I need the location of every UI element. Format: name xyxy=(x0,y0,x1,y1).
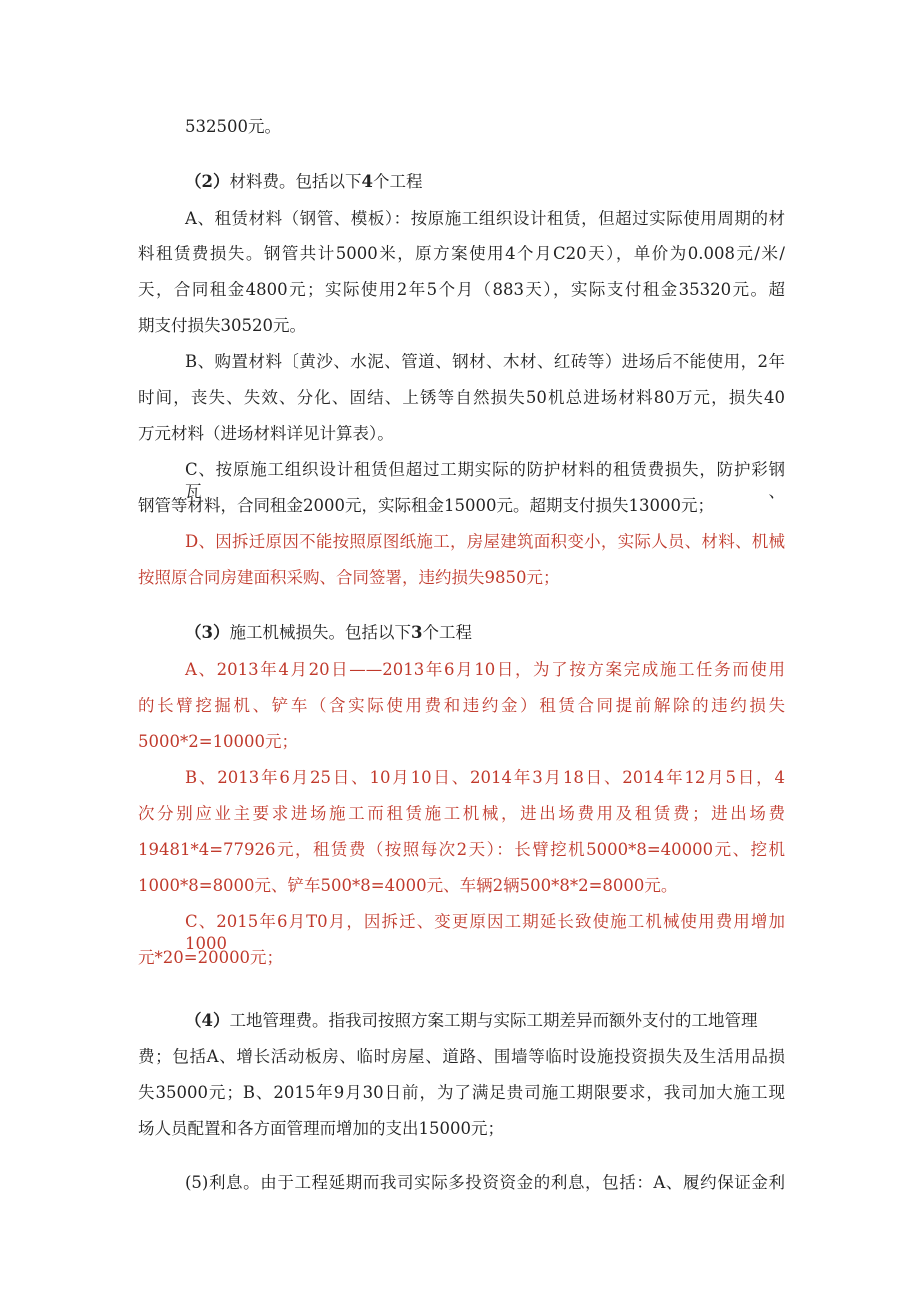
section-heading-site-management xyxy=(185,1010,785,1032)
text-line: 费；包括A、增长活动板房、临时房屋、道路、围墙等临时设施投资损失及生活用品损 xyxy=(138,1047,785,1066)
section-number: （3） xyxy=(185,623,230,642)
highlighted-text-line: 5000*2=10000元； xyxy=(138,732,299,751)
highlighted-text-line: 按照原合同房建面积采购、合同签署，违约损失9850元； xyxy=(138,568,560,587)
section-count: 3 xyxy=(410,623,423,642)
section-title: 工地管理费。指我司按照方案工期与实际工期差异而额外支付的工地管理 xyxy=(229,1011,758,1030)
highlighted-text-line: C、2015年6月T0月，因拆迁、变更原因工期延长致使施工机械使用费用增加1000 xyxy=(185,912,785,953)
text-line: (5)利息。由于工程延期而我司实际多投资资金的利息，包括：A、履约保证金利 xyxy=(185,1173,785,1192)
section-title: 施工机械损失。包括以下 xyxy=(229,623,411,642)
highlighted-text-line: A、2013年4月20日——2013年6月10日，为了按方案完成施工任务而使用 xyxy=(185,660,785,679)
highlighted-text-line: 19481*4=77926元，租赁费（按照每次2天）：长臂挖机5000*8=40000元、挖机 xyxy=(138,840,785,859)
highlighted-text-line: 1000*8=8000元、铲车500*8=4000元、车辆2辆500*8*2=8000元。 xyxy=(138,876,678,895)
text-line: C、按原施工组织设计租赁但超过工期实际的防护材料的租赁费损失，防护彩钢瓦、 xyxy=(185,460,785,501)
section-number: （2） xyxy=(185,172,230,191)
text-line: 天，合同租金4800元；实际使用2年5个月（883天），实际支付租金35320元。超 xyxy=(138,280,785,299)
section-count: 4 xyxy=(361,172,373,191)
highlighted-text-line: 的长臂挖掘机、铲车（含实际使用费和违约金）租赁合同提前解除的违约损失 xyxy=(138,696,785,715)
highlighted-text-line: 次分别应业主要求进场施工而租赁施工机械，进出场费用及租赁费；进出场费 xyxy=(138,804,785,823)
section-title-suffix: 个工程 xyxy=(422,623,472,642)
text-line: 场人员配置和各方面管理而增加的支出15000元； xyxy=(138,1119,504,1138)
text-line: 料租赁费损失。钢管共计5000米，原方案使用4个月C20天），单价为0.008元/米/ xyxy=(138,244,785,263)
section-title-suffix: 个工程 xyxy=(372,172,423,191)
highlighted-text-line: 元*20=20000元； xyxy=(138,948,284,967)
text-line: 期支付损失30520元。 xyxy=(138,316,306,335)
text-line: A、租赁材料（钢管、模板）：按原施工组织设计租赁，但超过实际使用周期的材 xyxy=(185,209,785,228)
text-line: 万元材料（进场材料详见计算表）。 xyxy=(138,424,394,443)
section-number: （4） xyxy=(185,1011,230,1030)
text-line: 532500元。 xyxy=(185,117,281,136)
section-title: 材料费。包括以下 xyxy=(229,172,362,191)
text-line: 钢管等材料，合同租金2000元，实际租金15000元。超期支付损失13000元； xyxy=(138,496,714,515)
highlighted-text-line: B、2013年6月25日、10月10日、2014年3月18日、2014年12月5日，4 xyxy=(185,768,785,787)
section-heading-machinery xyxy=(185,622,472,644)
text-line: 时间，丧失、失效、分化、固结、上锈等自然损失50机总进场材料80万元，损失40 xyxy=(138,388,785,407)
text-line: B、购置材料〔黄沙、水泥、管道、钢材、木材、红砖等）进场后不能使用，2年 xyxy=(185,352,785,371)
text-line: 失35000元；B、2015年9月30日前，为了满足贵司施工期限要求，我司加大施工现 xyxy=(138,1083,785,1102)
highlighted-text-line: D、因拆迁原因不能按照原图纸施工，房屋建筑面积变小，实际人员、材料、机械 xyxy=(185,532,785,551)
section-heading-materials xyxy=(185,171,422,193)
